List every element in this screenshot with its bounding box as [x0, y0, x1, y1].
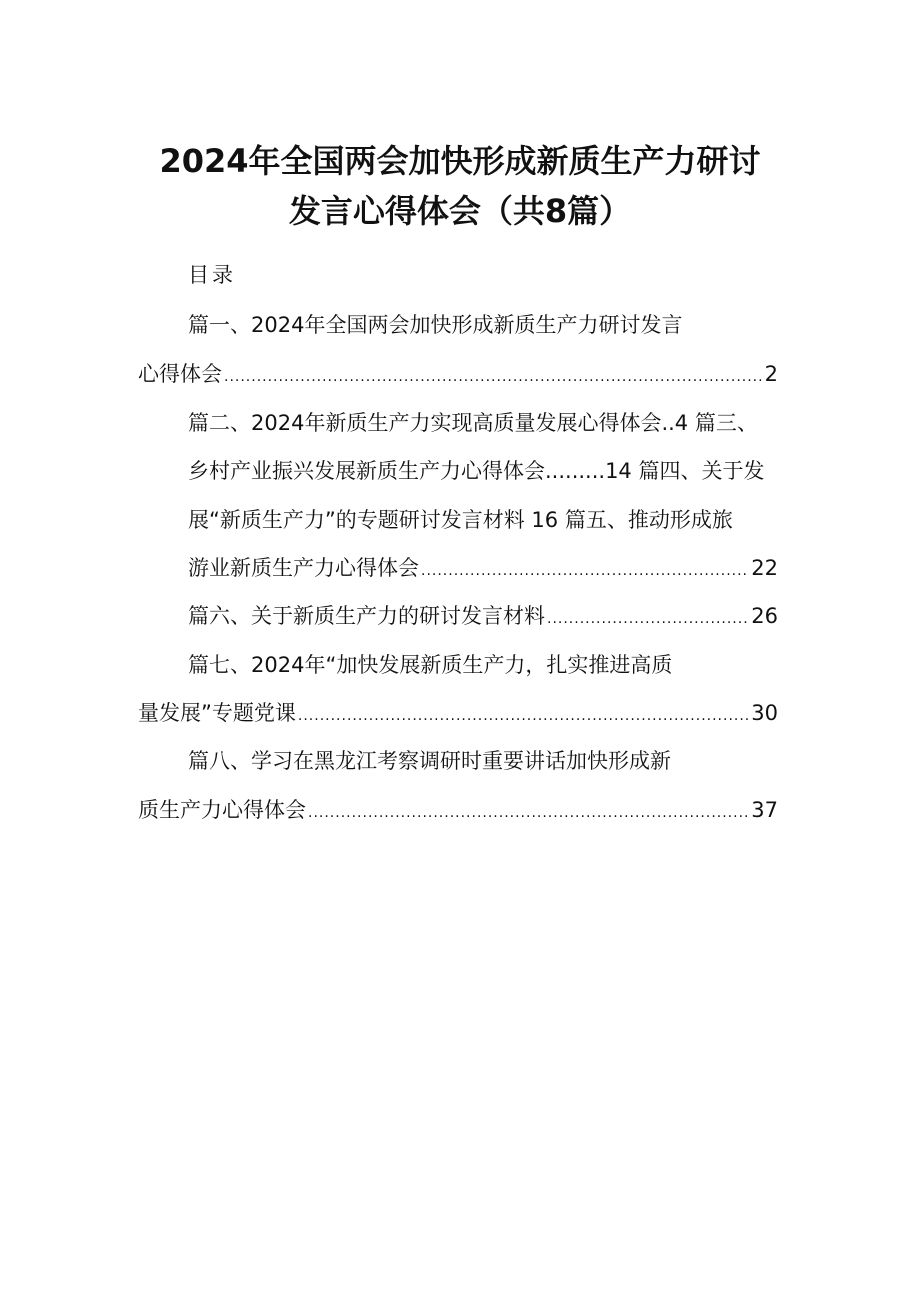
toc-entry-7-line-2 — [138, 698, 778, 731]
toc-run-on-line-4 — [188, 553, 778, 586]
toc-run-on-line-3: 展“新质生产力”的专题研讨发言材料 16 篇五、推动形成旅 — [188, 508, 733, 532]
toc-entry-5-title-tail: 游业新质生产力心得体会 — [188, 556, 419, 580]
toc-entry-7-page: 30 — [751, 701, 778, 725]
toc-entry-8-line-1: 篇八、学习在黑龙江考察调研时重要讲话加快形成新 — [188, 749, 671, 773]
document-title-line-1: 2024年全国两会加快形成新质生产力研讨 — [159, 142, 761, 180]
toc-entry-7-line-1: 篇七、2024年“加快发展新质生产力，扎实推进高质 — [188, 653, 673, 677]
toc-entry-8-title-tail: 质生产力心得体会 — [138, 798, 306, 822]
toc-entry-7-title-tail: 量发展”专题党课 — [138, 701, 296, 725]
toc-entry-1-page: 2 — [764, 362, 778, 386]
leader-dots — [308, 798, 749, 828]
leader-dots — [421, 556, 749, 586]
toc-entry-8-line-2 — [138, 795, 778, 828]
toc-entry-5-page: 22 — [751, 556, 778, 580]
toc-entry-8-page: 37 — [751, 798, 778, 822]
toc-entry-6 — [188, 601, 778, 634]
toc-entry-6-title: 篇六、关于新质生产力的研讨发言材料 — [188, 604, 545, 628]
leader-dots — [298, 701, 749, 731]
toc-entry-1-line-1: 篇一、2024年全国两会加快形成新质生产力研讨发言 — [188, 313, 683, 337]
toc-run-on-line-1: 篇二、2024年新质生产力实现高质量发展心得体会..4 篇三、 — [188, 411, 758, 435]
toc-entry-1-line-2 — [138, 359, 778, 392]
leader-dots — [224, 362, 763, 392]
toc-heading: 目录 — [188, 263, 236, 287]
document-title-line-2: 发言心得体会（共8篇） — [288, 192, 632, 230]
toc-entry-6-page: 26 — [751, 604, 778, 628]
leader-dots — [547, 604, 749, 634]
toc-entry-1-title-tail: 心得体会 — [138, 362, 222, 386]
toc-run-on-line-2: 乡村产业振兴发展新质生产力心得体会.........14 篇四、关于发 — [188, 459, 765, 483]
